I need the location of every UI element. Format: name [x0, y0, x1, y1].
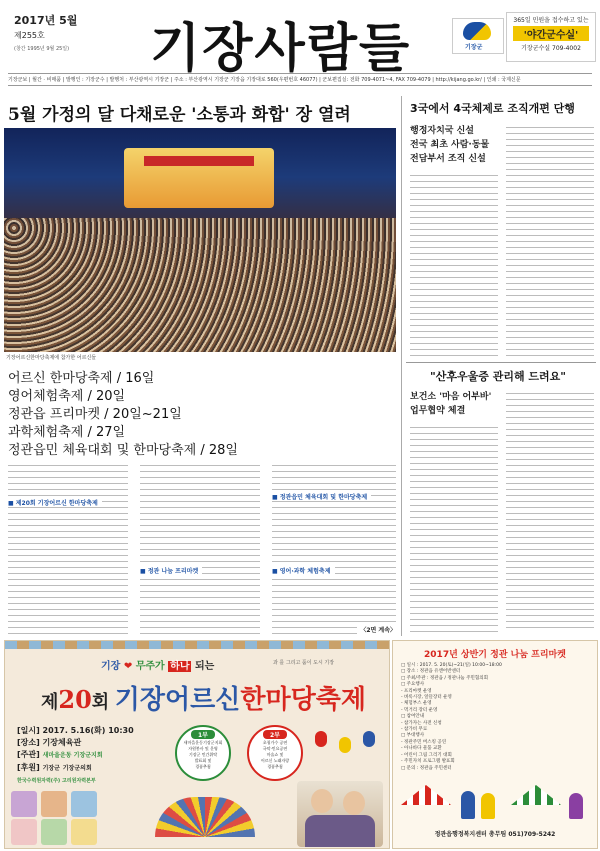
part-line: 국악·민요공연 — [262, 746, 288, 751]
right-subhead: 전국 최초 사람·동물 — [410, 140, 490, 150]
promo-phone: 기장군수실 709-4002 — [521, 45, 581, 52]
info-date: [일시] 2017. 5.16(화) 10:30 — [17, 726, 134, 735]
heart-icon: ❤ — [123, 661, 133, 672]
part-line: 새마을운동기장군지회 — [183, 740, 223, 745]
county-logo — [452, 18, 504, 54]
title-main-2: 한마당축제 — [240, 685, 366, 715]
info-place: [장소] 기장체육관 — [17, 738, 82, 747]
market-line: □ 부대행사 — [401, 733, 425, 739]
info-sponsor-label: [후원] — [17, 763, 40, 772]
right-subhead: 행정자치국 신설 — [410, 126, 474, 136]
lead-body-col-2 — [140, 462, 260, 634]
poster-performers — [11, 791, 131, 845]
poster-fan-icon — [155, 797, 255, 837]
section-tag: ■ 영어·과학 체험축제 — [272, 566, 335, 575]
sponsor-khnp: 한국수력원자력(주) 고리원자력본부 — [17, 778, 96, 784]
section-tag: ■ 정관읍민 체육대회 및 한마당축제 — [272, 492, 371, 501]
performer-photo — [71, 819, 97, 845]
poster-title — [41, 679, 366, 716]
market-line: - 체험부스 운영 — [401, 701, 432, 707]
market-title: 2017년 상반기 정관 나눔 프리마켓 — [424, 650, 566, 660]
tagline-part: 되는 — [194, 661, 215, 672]
event-item: 어르신 한마당축제 / 16일 — [8, 371, 155, 386]
right2-subhead: 보건소 '마음 어부바' — [410, 392, 492, 402]
market-line: □ 주최/주관 : 정관읍 / 정관나눔 주민협의회 — [401, 675, 488, 681]
tagline-part: 하나 — [170, 661, 190, 672]
right-body-col-2 — [506, 124, 594, 358]
program-part-2 — [247, 725, 303, 781]
part-line: 경품추첨 — [267, 764, 283, 769]
part-label: 2부 — [263, 730, 287, 739]
issue-number: 제255호 — [14, 31, 45, 40]
person-head — [311, 789, 333, 813]
performer-photo — [41, 819, 67, 845]
right-article-divider — [406, 362, 596, 363]
market-illustration — [401, 779, 589, 821]
title-suffix: 회 — [91, 692, 110, 713]
market-line: □ 참여안내 — [401, 714, 425, 720]
stage-banner — [144, 156, 254, 166]
continued-note: 〈2면 계속〉 — [357, 625, 396, 634]
market-line: □ 문의 : 정관읍 주민센터 — [401, 765, 452, 771]
market-line: - 참가자는 사전 신청 — [401, 720, 442, 726]
market-line: - 어린이 그림 그리기 대회 — [401, 752, 452, 758]
event-item: 정관읍 프리마켓 / 20일~21일 — [8, 407, 182, 422]
lead-photo — [4, 128, 396, 352]
right-subhead: 전담부서 조직 신설 — [410, 154, 486, 164]
night-office-promo — [506, 12, 596, 62]
crowd — [4, 218, 396, 352]
title-main-1: 기장어르신 — [114, 685, 241, 715]
market-line: - 참가비 무료 — [401, 727, 428, 733]
seniors-photo — [297, 781, 383, 847]
market-line: - 아나바다 물품 교환 — [401, 746, 442, 752]
title-number: 20 — [58, 685, 92, 714]
logo-text: 기장군 — [465, 44, 483, 51]
performer-photo — [71, 791, 97, 817]
performer-photo — [11, 791, 37, 817]
market-line: □ 일시 : 2017. 5. 20(토)~21(일) 10:00~18:00 — [401, 663, 502, 668]
info-host-value: 새마을운동 기장군지회 — [42, 752, 103, 759]
program-part-1 — [175, 725, 231, 781]
info-host — [17, 749, 134, 762]
performer-photo — [11, 819, 37, 845]
market-line: □ 주요행사 — [401, 682, 425, 688]
event-item: 과학체험축제 / 27일 — [8, 425, 126, 440]
part-line: 마술쇼 및 — [266, 752, 284, 757]
person-head — [343, 791, 365, 815]
market-line: - 정관주민 버스킹 공연 — [401, 739, 447, 745]
right2-body-col-2 — [506, 390, 594, 632]
market-line: - 벼룩시장, 알뜰장터 운영 — [401, 695, 452, 701]
lantern-icon — [315, 731, 327, 747]
promo-top: 365일 민원을 접수하고 있는 — [513, 17, 589, 24]
tagline-part: 무주가 — [135, 661, 165, 672]
right-column-divider — [401, 96, 402, 636]
lead-events-list — [8, 370, 396, 460]
person-icon — [461, 791, 475, 819]
right-headline-2: "산후우울증 관리해 드려요" — [430, 370, 567, 383]
market-line: - 프리마켓 운영 — [401, 688, 432, 694]
flea-market-ad — [392, 640, 598, 849]
part-line: 어르신 노래자랑 — [260, 758, 290, 763]
event-item: 영어체험축제 / 20일 — [8, 389, 126, 404]
issue-date: 2017년 5월 — [14, 14, 78, 27]
poster-top-border — [5, 641, 389, 649]
newspaper-title: 기장사람들 — [150, 18, 412, 79]
section-tag: ■ 제20회 기장어르신 한마당축제 — [8, 498, 102, 507]
tagline-part: 기장 — [101, 661, 121, 672]
market-line: - 먹거리 장터 운영 — [401, 707, 438, 713]
right-body-col-1 — [410, 172, 498, 358]
lead-headline: 5월 가정의 달 다채로운 '소통과 화합' 장 열려 — [8, 105, 351, 125]
market-details — [401, 663, 589, 772]
lantern-icon — [363, 731, 375, 747]
info-sponsor — [17, 762, 134, 775]
poster-info — [17, 725, 134, 787]
right2-body-col-1 — [410, 424, 498, 632]
right-headline: 3국에서 4국체제로 조직개편 단행 — [410, 102, 575, 115]
right2-subhead-block — [410, 390, 500, 418]
lead-photo-caption: 기장어르신한마당축제에 참가한 어르신들 — [6, 355, 97, 361]
registered-date: (창간 1995년 9월 25일) — [14, 46, 70, 52]
event-item: 정관읍민 체육대회 및 한마당축제 / 28일 — [8, 443, 238, 458]
person-body — [305, 815, 375, 847]
performer-photo — [41, 791, 67, 817]
section-tag: ■ 정관 나눔 프리마켓 — [140, 566, 202, 575]
logo-mark — [463, 22, 491, 40]
right-subhead-block — [410, 124, 500, 166]
part-line: 발표회 및 — [194, 758, 212, 763]
sponsor-county: 기장군 — [42, 765, 60, 772]
part-line: 자원봉사 및 운영 — [188, 746, 218, 751]
lantern-icon — [339, 737, 351, 753]
masthead — [0, 0, 600, 83]
part-line: 기장군 민간위탁 — [188, 752, 218, 757]
person-icon — [481, 793, 495, 819]
imprint-bar: 기장군보 | 월간 · 비매품 | 발행인 : 기장군수 | 발행처 : 부산광역시 기장군 | 주소 : 부산광역시 기장군 기장읍 기장대로 560(우편번호 46077) | 군보편집실: 전화 709-4071~4, FAX 709-4079 | http://kijang.go.kr/ | 인쇄 : 국제신문 — [8, 73, 592, 86]
sponsor-council: 기장군의회 — [62, 765, 92, 772]
info-host-label: [주관] — [17, 750, 40, 759]
market-contact: 정관읍행정복지센터 총무팀 051)709-5242 — [434, 831, 556, 838]
title-prefix: 제 — [41, 692, 59, 713]
poster-lanterns — [305, 731, 385, 771]
right2-subhead: 업무협약 체결 — [410, 406, 466, 416]
promo-main: '야간군수실' — [513, 26, 589, 41]
market-line: □ 장소 : 정관읍 유앤어반센터 — [401, 669, 461, 675]
festival-poster — [4, 640, 390, 849]
person-icon — [569, 793, 583, 819]
lead-body-col-3 — [272, 462, 396, 634]
poster-tagline-right: 과 를 그리고 품이 도시 기장 — [273, 660, 335, 666]
part-line: 경품추첨 — [195, 764, 211, 769]
part-line: 초청가수 공연 — [262, 740, 288, 745]
market-line: - 주민자치 프로그램 발표회 — [401, 759, 455, 765]
tent-icon — [511, 785, 561, 805]
poster-tagline — [101, 657, 214, 672]
tent-icon — [401, 785, 451, 805]
lead-body-col-1 — [8, 462, 128, 634]
part-label: 1부 — [191, 730, 215, 739]
